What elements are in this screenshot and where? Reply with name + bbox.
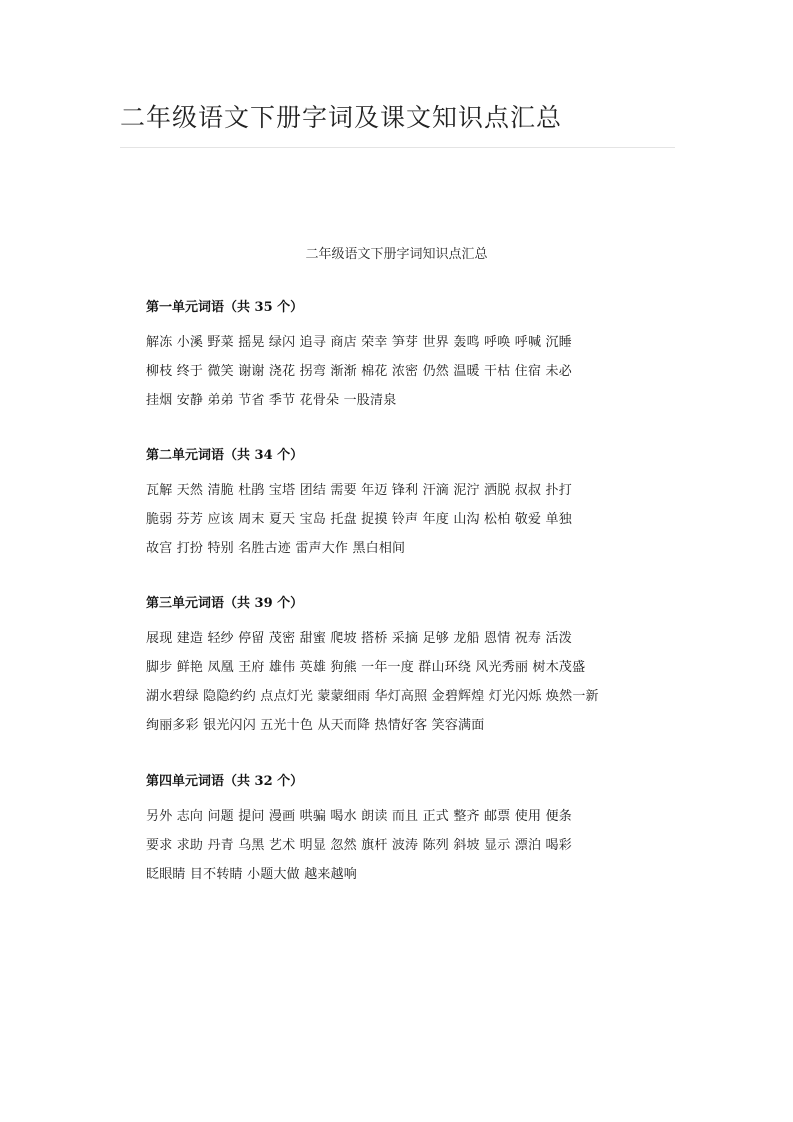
unit-3-title: 第三单元词语（共 39 个） <box>146 596 304 611</box>
title-divider <box>120 147 675 148</box>
unit-4-words-line-3: 眨眼睛 目不转睛 小题大做 越来越响 <box>146 867 357 882</box>
unit-2-words-line-3: 故宫 打扮 特别 名胜古迹 雷声大作 黑白相间 <box>146 541 406 556</box>
unit-1-title: 第一单元词语（共 35 个） <box>146 300 304 315</box>
unit-3-words-line-1: 展现 建造 轻纱 停留 茂密 甜蜜 爬坡 搭桥 采摘 足够 龙船 恩情 祝寿 活泼 <box>146 631 572 646</box>
unit-2-title: 第二单元词语（共 34 个） <box>146 448 304 463</box>
unit-4-words-line-2: 要求 求助 丹青 乌黑 艺术 明显 忽然 旗杆 波涛 陈列 斜坡 显示 漂泊 喝彩 <box>146 838 572 853</box>
unit-4-section <box>146 772 666 889</box>
unit-1-words-line-1: 解冻 小溪 野菜 摇晃 绿闪 追寻 商店 荣幸 笋芽 世界 轰鸣 呼唤 呼喊 沉睡 <box>146 335 572 350</box>
unit-1-words-line-2: 柳枝 终于 微笑 谢谢 浇花 拐弯 渐渐 棉花 浓密 仍然 温暖 干枯 住宿 未必 <box>146 364 572 379</box>
unit-2-section <box>146 446 666 563</box>
unit-2-words-line-2: 脆弱 芬芳 应该 周末 夏天 宝岛 托盘 捉摸 铃声 年度 山沟 松柏 敬爱 单独 <box>146 512 572 527</box>
unit-3-section <box>146 594 666 740</box>
unit-4-words-line-1: 另外 志向 问题 提问 漫画 哄骗 喝水 朗读 而且 正式 整齐 邮票 使用 便条 <box>146 809 572 824</box>
unit-3-words-line-2: 脚步 鲜艳 凤凰 王府 雄伟 英雄 狗熊 一年一度 群山环绕 风光秀丽 树木茂盛 <box>146 660 586 675</box>
unit-1-words-line-3: 挂烟 安静 弟弟 节省 季节 花骨朵 一股清泉 <box>146 393 397 408</box>
unit-4-title: 第四单元词语（共 32 个） <box>146 774 304 789</box>
unit-3-words-line-3: 湖水碧绿 隐隐约约 点点灯光 蒙蒙细雨 华灯高照 金碧辉煌 灯光闪烁 焕然一新 <box>146 689 599 704</box>
unit-2-words-line-1: 瓦解 天然 清脆 杜鹃 宝塔 团结 需要 年迈 锋利 汗滴 泥泞 洒脱 叔叔 扑打 <box>146 483 572 498</box>
unit-1-section <box>146 298 666 415</box>
document-heading: 二年级语文下册字词知识点汇总 <box>305 247 488 262</box>
unit-3-words-line-4: 绚丽多彩 银光闪闪 五光十色 从天而降 热情好客 笑容满面 <box>146 718 485 733</box>
page-title: 二年级语文下册字词及课文知识点汇总 <box>120 103 563 132</box>
